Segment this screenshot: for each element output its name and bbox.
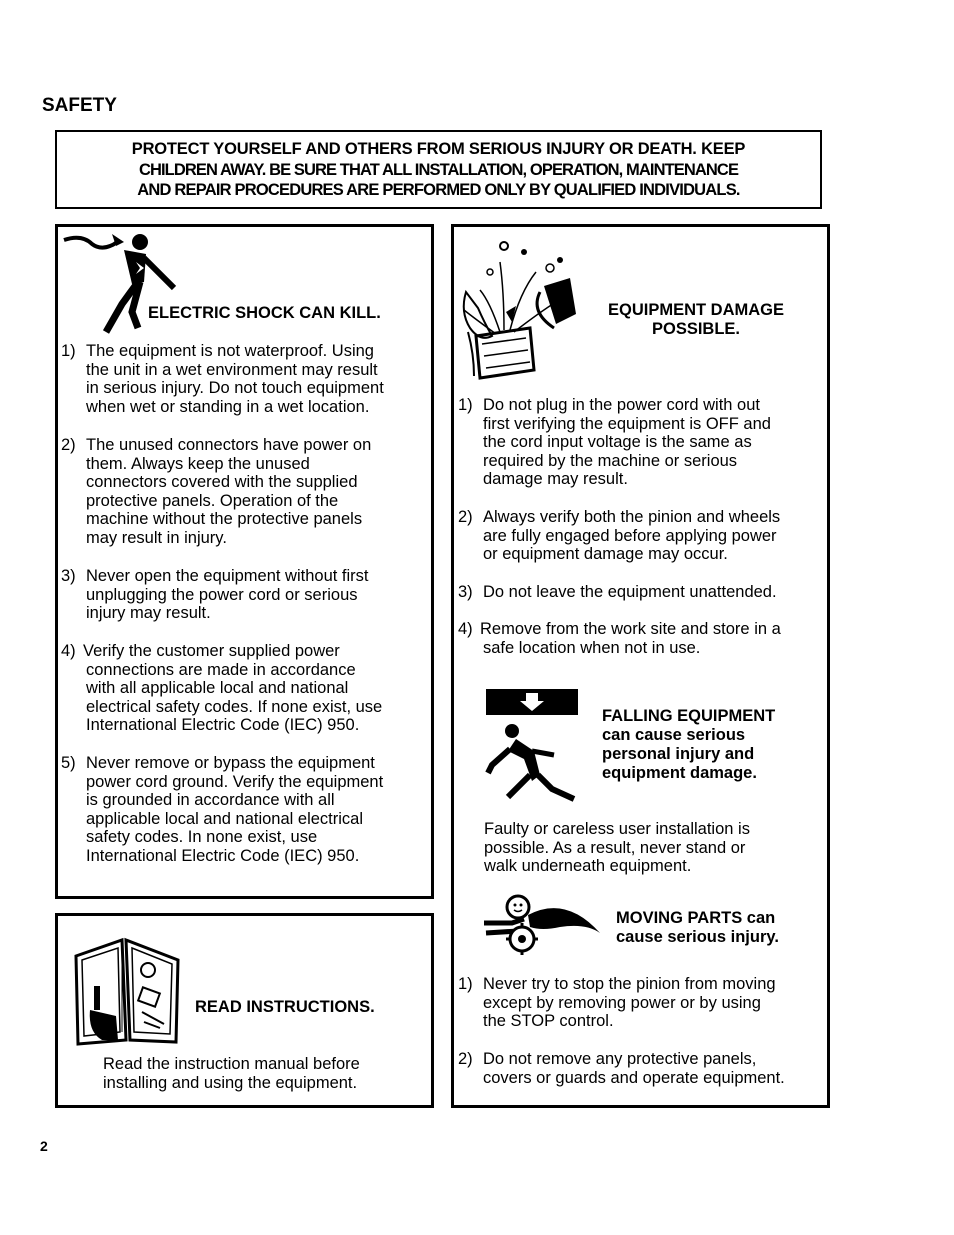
- item-line: unplugging the power cord or serious: [86, 585, 358, 604]
- item-line: Always verify both the pinion and wheels: [483, 508, 781, 526]
- item-line: The unused connectors have power on: [86, 436, 372, 454]
- item-line: except by removing power or by using: [483, 993, 761, 1012]
- electric-heading: ELECTRIC SHOCK CAN KILL.: [148, 304, 381, 322]
- list-item: [458, 1050, 826, 1090]
- damage-heading: [566, 301, 826, 339]
- item-line: The equipment is not waterproof. Using: [86, 342, 374, 360]
- list-item: [458, 620, 826, 660]
- manual-icon: [72, 932, 182, 1047]
- item-line: Remove from the work site and store in a: [480, 620, 781, 638]
- item-line: injury may result.: [86, 604, 211, 622]
- item-line: Do not leave the equipment unattended.: [483, 583, 777, 601]
- heading-line: FALLING EQUIPMENT: [602, 707, 776, 725]
- banner-line: AND REPAIR PROCEDURES ARE PERFORMED ONLY BY QUALIFIED INDIVIDUALS.: [137, 181, 740, 199]
- heading-line: can cause serious: [602, 726, 746, 744]
- item-line: Do not plug in the power cord with out: [483, 396, 760, 414]
- item-line: safe location when not in use.: [483, 638, 701, 657]
- falling-object-icon: [486, 689, 582, 805]
- page-number: 2: [40, 1138, 48, 1154]
- banner-line: CHILDREN AWAY. BE SURE THAT ALL INSTALLATION, OPERATION, MAINTENANCE: [138, 160, 739, 179]
- item-number: 2): [458, 508, 473, 526]
- item-line: power cord ground. Verify the equipment: [86, 772, 384, 791]
- item-number: 1): [458, 396, 473, 414]
- item-number: 4): [61, 642, 76, 660]
- heading-line: cause serious injury.: [616, 928, 779, 946]
- item-line: connectors covered with the supplied: [86, 473, 358, 491]
- item-line: protective panels. Operation of the: [86, 491, 339, 510]
- item-line: the STOP control.: [483, 1012, 614, 1030]
- item-line: Never try to stop the pinion from moving: [483, 975, 776, 993]
- list-item: [61, 754, 431, 869]
- banner-line: PROTECT YOURSELF AND OTHERS FROM SERIOUS INJURY OR DEATH. KEEP: [131, 140, 746, 158]
- list-item: [61, 342, 431, 422]
- text-line: installing and using the equipment.: [103, 1073, 358, 1092]
- list-item: [61, 436, 431, 551]
- item-number: 5): [61, 754, 76, 772]
- item-line: required by the machine or serious: [483, 451, 738, 470]
- heading-line: equipment damage.: [602, 764, 757, 782]
- explosion-icon: [460, 232, 580, 384]
- item-line: in serious injury. Do not touch equipment: [86, 379, 384, 397]
- item-number: 3): [458, 583, 473, 601]
- list-item: [61, 567, 431, 627]
- item-line: is grounded in accordance with all: [86, 791, 335, 809]
- item-line: or equipment damage may occur.: [483, 545, 728, 563]
- item-line: damage may result.: [483, 470, 628, 488]
- item-line: first verifying the equipment is OFF and: [483, 414, 771, 433]
- text-line: Faulty or careless user installation is: [484, 820, 750, 838]
- moving-heading: [616, 909, 779, 947]
- item-line: International Electric Code (IEC) 950.: [86, 846, 360, 865]
- item-number: 2): [61, 436, 76, 454]
- item-line: the cord input voltage is the same as: [483, 433, 752, 451]
- item-number: 4): [458, 620, 473, 638]
- list-item: [458, 508, 826, 568]
- item-line: electrical safety codes. If none exist, use: [86, 697, 383, 716]
- list-item: [458, 396, 826, 491]
- heading-line: POSSIBLE.: [651, 320, 741, 338]
- list-item: [458, 583, 826, 605]
- item-line: machine without the protective panels: [86, 510, 363, 528]
- heading-line: MOVING PARTS can: [616, 909, 776, 927]
- item-number: 1): [458, 975, 473, 993]
- text-line: walk underneath equipment.: [484, 857, 692, 875]
- item-line: may result in injury.: [86, 528, 227, 547]
- item-line: them. Always keep the unused: [86, 454, 310, 473]
- heading-line: EQUIPMENT DAMAGE: [607, 301, 784, 319]
- item-number: 2): [458, 1050, 473, 1068]
- text-line: possible. As a result, never stand or: [484, 838, 746, 857]
- item-line: when wet or standing in a wet location.: [86, 397, 370, 416]
- item-line: Do not remove any protective panels,: [483, 1050, 757, 1068]
- item-line: the unit in a wet environment may result: [86, 360, 378, 379]
- item-line: with all applicable local and national: [86, 679, 349, 697]
- heading-line: personal injury and: [602, 745, 755, 763]
- item-line: are fully engaged before applying power: [483, 526, 777, 545]
- item-line: applicable local and national electrical: [86, 809, 364, 828]
- falling-text: [484, 820, 750, 876]
- electric-shock-icon: [62, 232, 182, 340]
- list-item: [61, 642, 431, 737]
- item-line: connections are made in accordance: [86, 660, 356, 679]
- text-line: Read the instruction manual before: [103, 1055, 360, 1073]
- item-line: covers or guards and operate equipment.: [483, 1068, 785, 1087]
- item-line: Verify the customer supplied power: [83, 642, 340, 660]
- list-item: [458, 975, 826, 1035]
- item-line: International Electric Code (IEC) 950.: [86, 716, 360, 734]
- safety-banner: [55, 130, 822, 209]
- item-line: safety codes. In none exist, use: [86, 828, 318, 846]
- item-number: 1): [61, 342, 76, 360]
- moving-parts-icon: [482, 893, 604, 959]
- read-text: [103, 1055, 360, 1092]
- read-heading: READ INSTRUCTIONS.: [195, 998, 375, 1016]
- falling-heading: [602, 707, 775, 783]
- page-title: SAFETY: [42, 95, 117, 116]
- item-line: Never remove or bypass the equipment: [86, 754, 375, 772]
- item-line: Never open the equipment without first: [86, 567, 369, 585]
- item-number: 3): [61, 567, 76, 585]
